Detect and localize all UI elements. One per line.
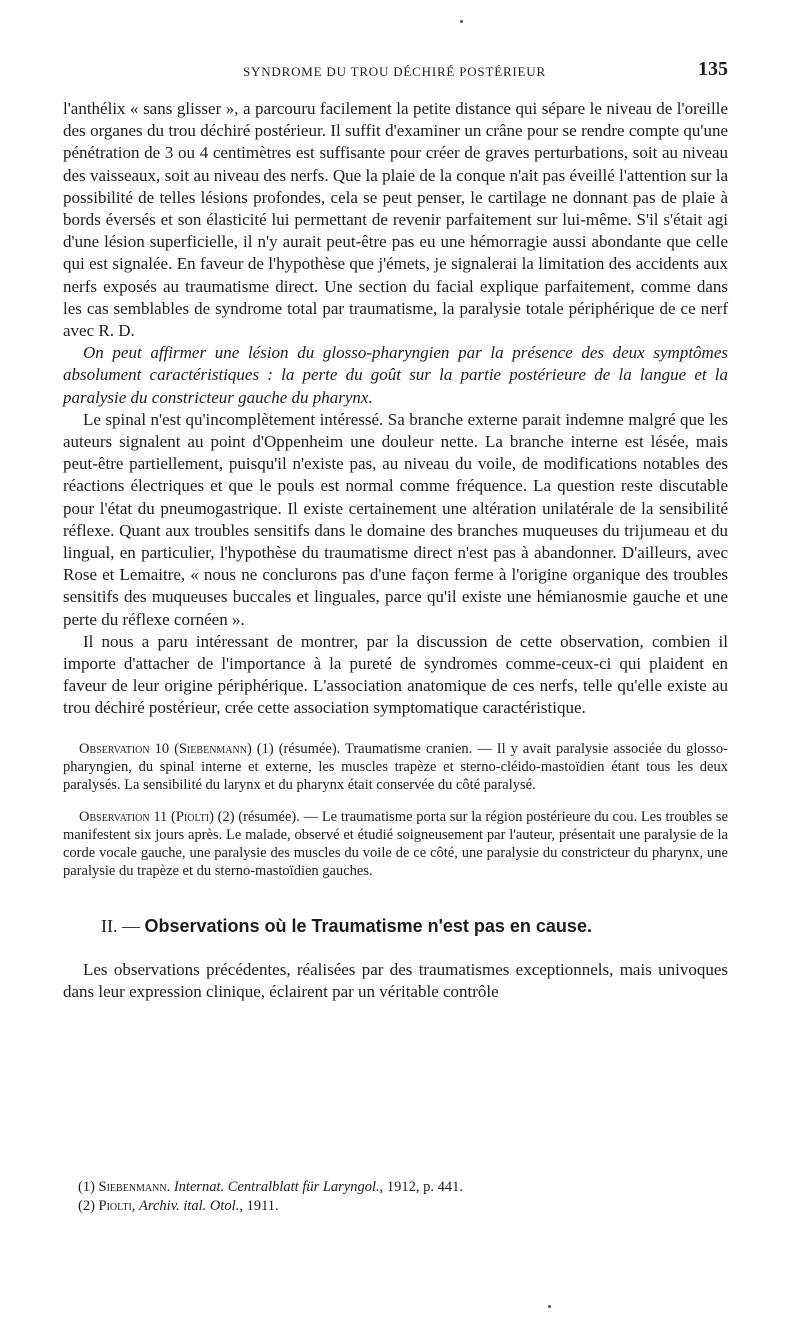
observation-10-text: (résumée). Traumatisme cranien. — Il y avait paralysie associée du glosso-pharyngien, du spinal interne et externe, les muscles trapèze et sterno-cléido-mastoïdien étant tous les deux paralysés. La sensibilité du larynx et du pharynx était conservée du côté paralysé. [63,740,728,793]
section-number: II. — [101,915,140,936]
footnote-1-rest: , 1912, p. 441. [379,1179,464,1195]
running-head [63,58,728,88]
section-text [63,959,728,1003]
print-speck [548,1305,551,1308]
footnotes [78,1178,718,1216]
observation-11 [63,808,728,880]
footnote-2-marker: (2) Piolti, [78,1198,136,1214]
observations-block [63,740,728,880]
observation-11-text: (résumée). — Le traumatisme porta sur la région postérieure du cou. Les troubles se manifestent six jours après. Le malade, observé et étudié soigneusement par l'auteur, présentait une paralysie de la corde vocale gauche, une paralysie des muscles du voile de ce côté, une paralysie du constricteur du pharynx, une paralysie du trapèze et du sterno-mastoïdien gauches. [63,808,728,879]
paragraph-interest: Il nous a paru intéressant de montrer, par la discussion de cette observation, combien il importe d'attacher de l'importance à la pureté de syndromes comme-ceux-ci qui plaident en faveur de leur origine périphérique. L'association anatomique de ces nerfs, telle qu'elle existe au trou déchiré postérieur, crée cette association symptomatique caractéristique. [63,631,728,718]
observation-10 [63,740,728,794]
paragraph-spinal: Le spinal n'est qu'incomplètement intéressé. Sa branche externe parait indemne malgré que les auteurs signalent au point d'Oppenheim une douleur nette. La branche interne est lésée, mais peut-être partiellement, puisqu'il n'existe pas, au niveau du voile, de modifications notables des réactions électriques et que le pouls est normal comme fréquence. La question reste discutable pour l'état du pneumogastrique. Il existe certainement une altération unilatérale de la sensibilité réflexe. Quant aux troubles sensitifs dans le domaine des branches muqueuses du trijumeau et du lingual, en particulier, l'hypothèse du traumatisme direct n'est pas à abandonner. D'ailleurs, avec Rose et Lemaitre, « nous ne conclurons pas d'une façon ferme à l'origine organique des troubles sensitifs des muqueuses buccales et linguales, parce qu'il existe une hémianosmie gauche et une perte du réflexe cornéen ». [63,409,728,629]
page-number: 135 [698,58,728,80]
observation-10-label: Observation 10 (Siebenmann) (1) [79,740,274,757]
print-speck [460,20,463,23]
observation-11-label: Observation 11 (Piolti) (2) [79,808,235,825]
footnote-2 [78,1197,718,1216]
footnote-1-marker: (1) Siebenmann. [78,1179,171,1195]
paragraph-after-section: Les observations précédentes, réalisées par des traumatismes exceptionnels, mais univoques dans leur expression clinique, éclairent par un véritable contrôle [63,959,728,1001]
footnote-1-journal: Internat. Centralblatt für Laryngol. [173,1179,380,1195]
main-text [63,98,728,720]
section-heading [63,916,728,937]
paragraph-1: l'anthélix « sans glisser », a parcouru facilement la petite distance qui sépare le niveau de l'oreille des organes du trou déchiré postérieur. Il suffit d'examiner un crâne pour se rendre compte qu'une pénétration de 3 ou 4 centimètres est suffisante pour créer de graves perturbations, soit au niveau des vaisseaux, soit au niveau des nerfs. Que la plaie de la conque n'ait pas éveillé l'attention sur la possibilité de telles lésions profondes, cela se peut penser, le cartilage ne donnant pas de plaie à bords éversés et son élasticité lui permettant de revenir parfaitement sur lui-même. S'il s'était agi d'une lésion superficielle, il n'y aurait peut-être pas eu une hémorragie aussi abondante que celle qui est signalée. En faveur de l'hypothèse que j'émets, je signalerai la limitation des accidents aux nerfs exposés au traumatisme direct. Une section du facial explique parfaitement, comme dans les cas semblables de syndrome total par traumatisme, la paralysie totale périphérique de ce nerf avec R. D. [63,99,728,341]
section-title: Observations où le Traumatisme n'est pas en cause. [144,915,592,936]
footnote-2-rest: , 1911. [239,1198,279,1214]
paragraph-italic-conclusion: On peut affirmer une lésion du glosso-pharyngien par la présence des deux symptômes absolument caractéristiques : la perte du goût sur la partie postérieure de la langue et la paralysie du constricteur gauche du pharynx. [63,343,728,407]
footnote-1 [78,1178,718,1197]
running-title: SYNDROME DU TROU DÉCHIRÉ POSTÉRIEUR [243,64,546,79]
footnote-2-journal: Archiv. ital. Otol. [139,1198,240,1214]
